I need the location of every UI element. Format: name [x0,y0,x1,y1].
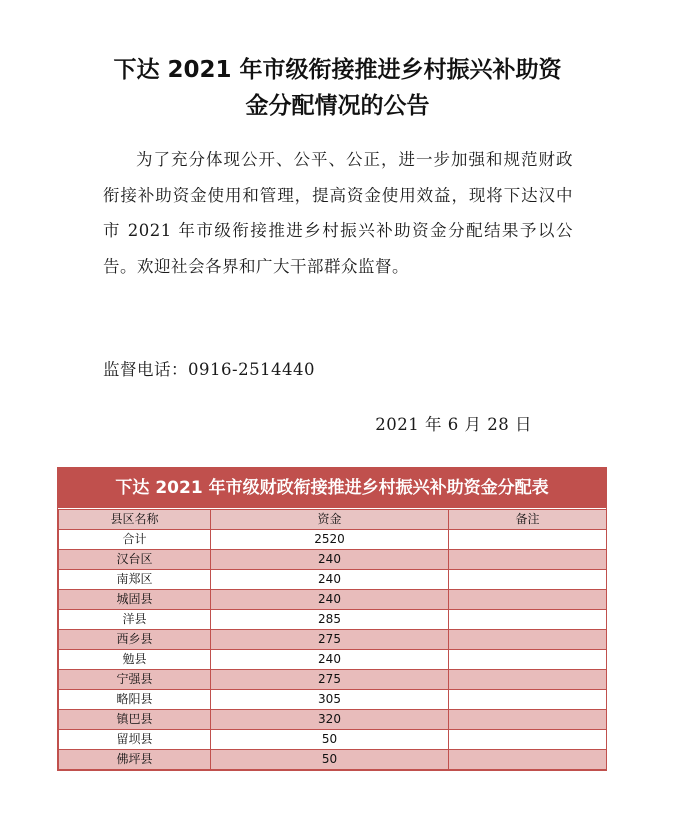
header-remarks: 备注 [449,510,607,530]
page-title-line-2: 金分配情况的公告 [245,93,430,119]
header-funds: 资金 [211,510,449,530]
table-header-row [59,510,607,530]
cell-county: 佛坪县 [59,750,211,770]
table-row [59,550,607,570]
cell-county: 略阳县 [59,690,211,710]
cell-remarks [449,730,607,750]
table-row [59,630,607,650]
cell-remarks [449,550,607,570]
cell-county: 合计 [59,530,211,550]
allocation-table-title: 下达 2021 年市级财政衔接推进乡村振兴补助资金分配表 [58,468,606,509]
cell-funds: 275 [211,670,449,690]
cell-remarks [449,570,607,590]
cell-funds: 275 [211,630,449,650]
cell-county: 镇巴县 [59,710,211,730]
announcement-paragraph: 为了充分体现公开、公平、公正，进一步加强和规范财政衔接补助资金使用和管理，提高资金使用效益，现将下达汉中市 2021 年市级衔接推进乡村振兴补助资金分配结果予以公告。欢迎社会各界和广大干部群众监督。 [103,150,573,276]
table-row [59,650,607,670]
cell-funds: 240 [211,650,449,670]
cell-remarks [449,670,607,690]
cell-funds: 50 [211,730,449,750]
cell-remarks [449,630,607,650]
cell-county: 汉台区 [59,550,211,570]
cell-remarks [449,690,607,710]
table-row [59,530,607,550]
cell-funds: 50 [211,750,449,770]
allocation-table-container [57,467,607,771]
cell-county: 留坝县 [59,730,211,750]
cell-county: 城固县 [59,590,211,610]
announcement-date: 2021 年 6 月 28 日 [375,415,532,434]
supervision-hotline: 监督电话：0916-2514440 [103,360,316,379]
table-row [59,690,607,710]
allocation-table [58,509,607,770]
cell-funds: 240 [211,590,449,610]
table-row [59,590,607,610]
table-row [59,710,607,730]
allocation-table-body [59,530,607,770]
cell-remarks [449,650,607,670]
cell-remarks [449,610,607,630]
cell-remarks [449,710,607,730]
cell-county: 宁强县 [59,670,211,690]
cell-funds: 285 [211,610,449,630]
table-row [59,750,607,770]
table-row [59,730,607,750]
cell-remarks [449,590,607,610]
cell-funds: 240 [211,570,449,590]
cell-county: 西乡县 [59,630,211,650]
cell-remarks [449,750,607,770]
table-row [59,610,607,630]
page-title-line-1: 下达 2021 年市级衔接推进乡村振兴补助资 [113,57,562,83]
header-county: 县区名称 [59,510,211,530]
cell-county: 洋县 [59,610,211,630]
cell-county: 南郑区 [59,570,211,590]
cell-funds: 320 [211,710,449,730]
cell-funds: 2520 [211,530,449,550]
cell-funds: 305 [211,690,449,710]
table-row [59,570,607,590]
cell-remarks [449,530,607,550]
cell-funds: 240 [211,550,449,570]
table-row [59,670,607,690]
cell-county: 勉县 [59,650,211,670]
